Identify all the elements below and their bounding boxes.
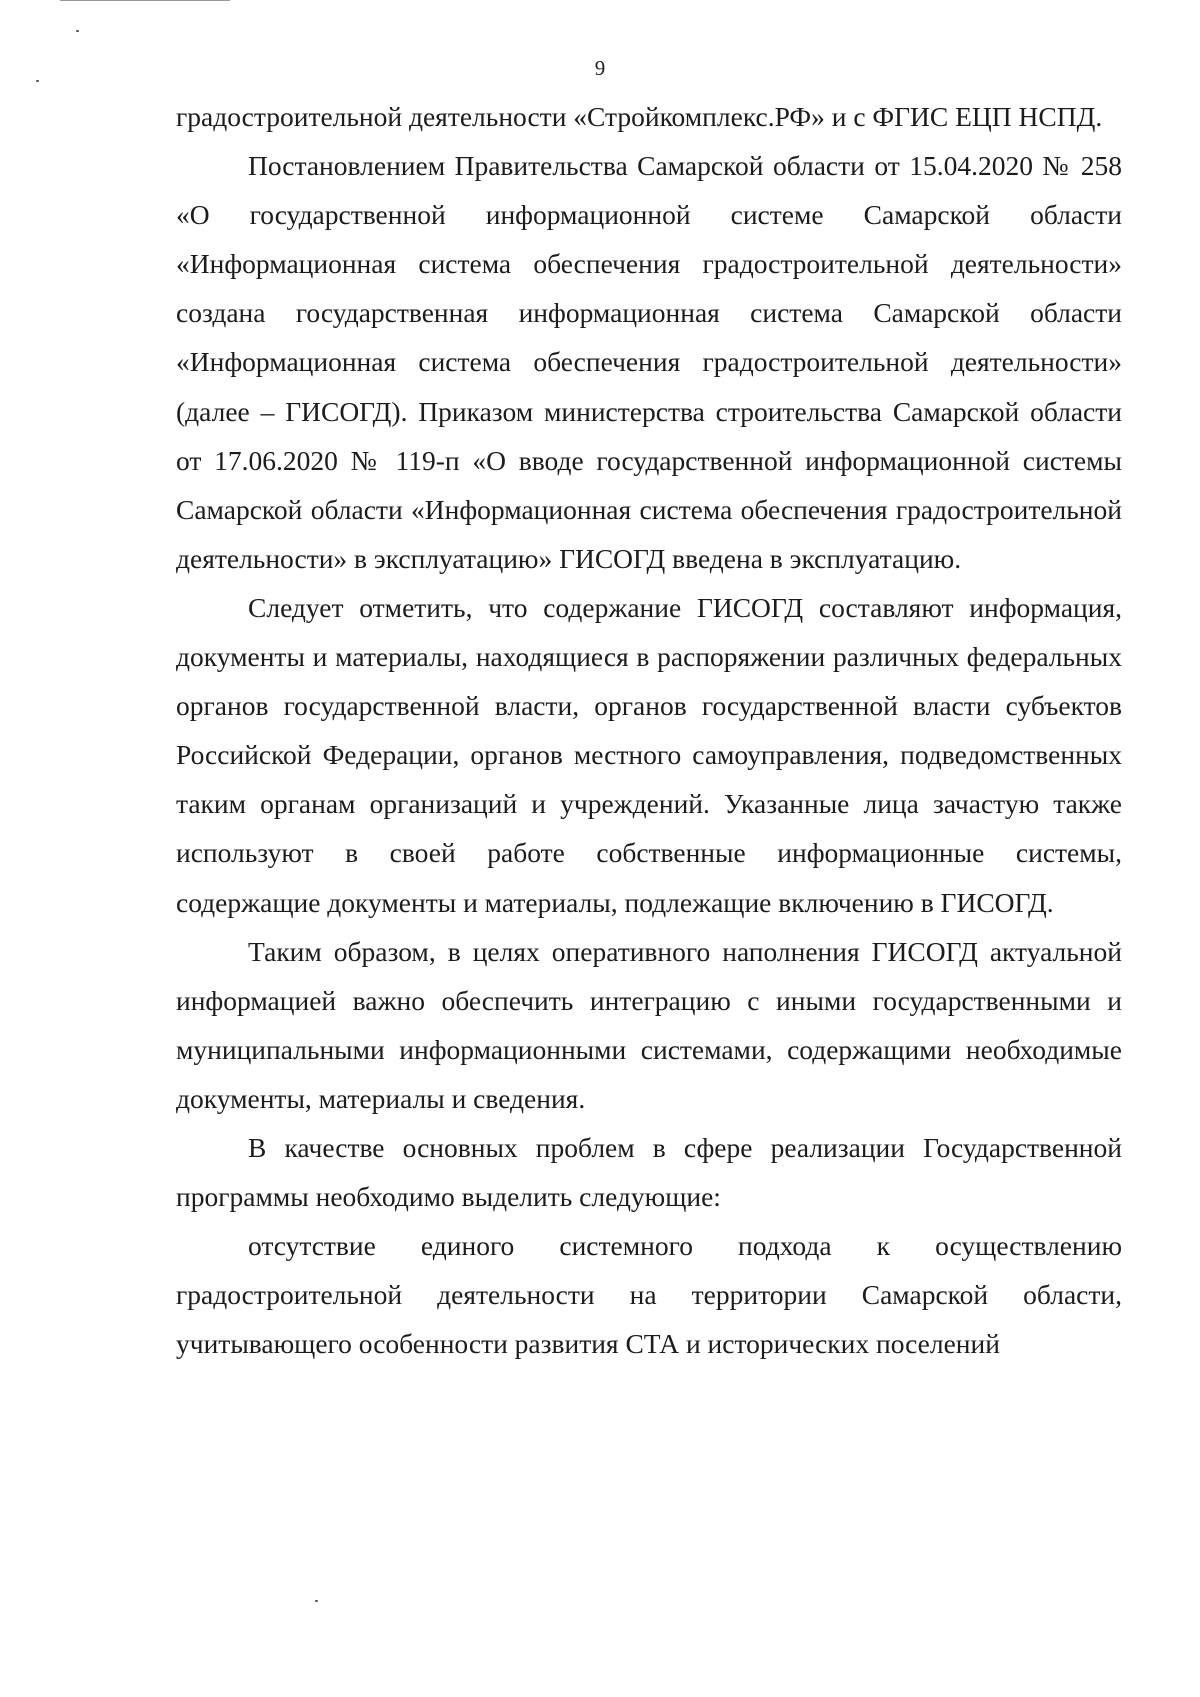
paragraph-gisogd-content: Следует отметить, что содержание ГИСОГД составляют информация, документы и материалы, находящиеся в распоряжении различных федеральных органов государственной власти, органов государственной власти субъектов Российской Федерации, органов местного самоуправления, подведомственных таким органам организаций и учреждений. Указанные лица зачастую также используют в своей работе собственные информационные системы, содержащие документы и материалы, подлежащие включению в ГИСОГД. [176,591,1122,918]
page-number: 9 [594,56,606,80]
paragraph-main-problems: В качестве основных проблем в сфере реализации Государственной программы необходимо выделить следующие: [176,1131,1122,1213]
paragraph-problem-item: отсутствие единого системного подхода к осуществлению градостроительной деятельности на территории Самарской области, учитывающего особенности развития СТА и исторических поселений [176,1230,1122,1360]
paragraph-integration: Таким образом, в целях оперативного наполнения ГИСОГД актуальной информацией важно обеспечить интеграцию с иными государственными и муниципальными информационными системами, содержащими необходимые документы, материалы и сведения. [176,935,1122,1114]
document-body [176,92,1122,1368]
scan-speck [315,1600,318,1602]
paragraph-continuation: градостроительной деятельности «Стройкомплекс.РФ» и с ФГИС ЕЦП НСПД. [176,101,1103,132]
scan-speck [76,30,79,32]
scan-top-edge [60,0,230,1]
paragraph-gisogd-creation: Постановлением Правительства Самарской области от 15.04.2020 № 258 «О государственной информационной системе Самарской области «Информационная система обеспечения градостроительной деятельности» создана государственная информационная система Самарской области «Информационная система обеспечения градостроительной деятельности» (далее – ГИСОГД). Приказом министерства строительства Самарской области от 17.06.2020 № 119-п «О вводе государственной информационной системы Самарской области «Информационная система обеспечения градостроительной деятельности» в эксплуатацию» ГИСОГД введена в эксплуатацию. [176,150,1122,574]
